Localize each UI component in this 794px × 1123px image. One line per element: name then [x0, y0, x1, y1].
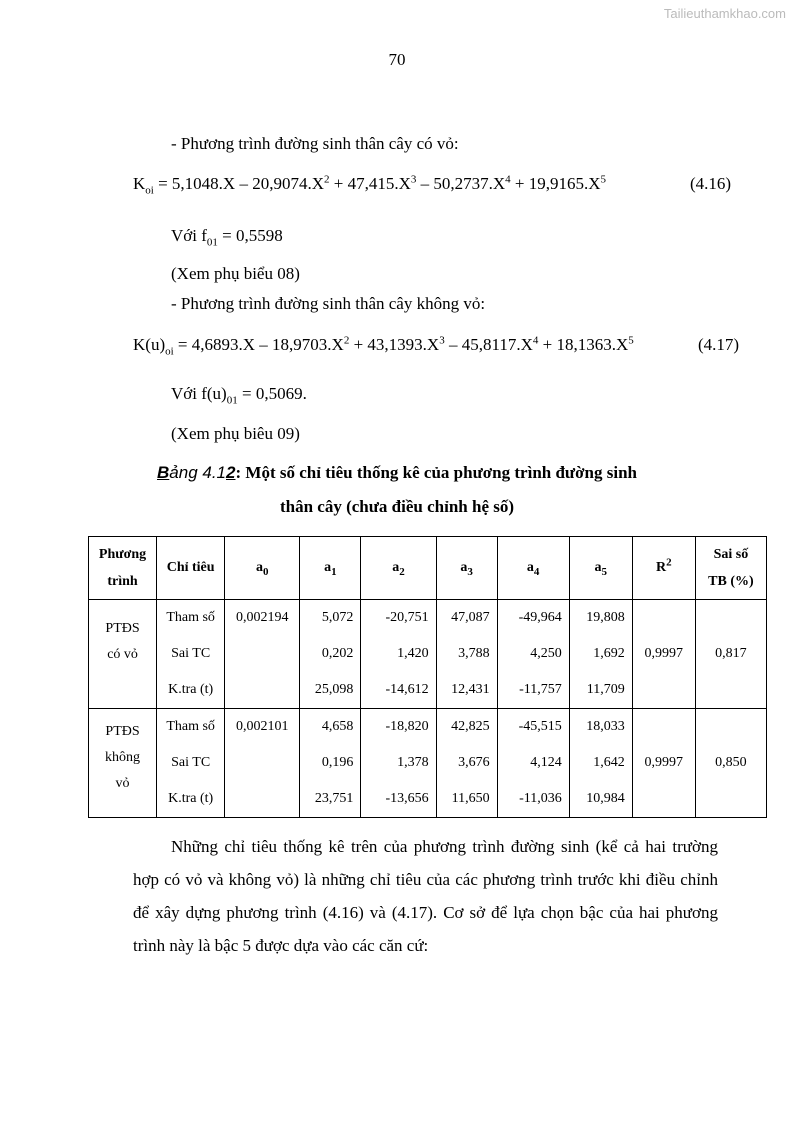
a2-values: -20,751 1,420 -14,612: [361, 600, 436, 709]
header-equation: Phương trình: [89, 537, 157, 600]
equation-number-4-16: (4.16): [690, 174, 732, 193]
a3-values: 42,825 3,676 11,650: [436, 709, 497, 818]
a1-values: 5,072 0,202 25,098: [300, 600, 361, 709]
a5-values: 18,033 1,642 10,984: [569, 709, 632, 818]
a4-values: -45,515 4,124 -11,036: [497, 709, 569, 818]
table-caption-line2: thân cây (chưa điều chỉnh hệ số): [279, 497, 515, 516]
header-a1: $a_1$: [300, 537, 361, 600]
header-r2: $R^2$: [632, 537, 695, 600]
a5-values: 19,808 1,692 11,709: [569, 600, 632, 709]
equation-number-4-17: (4.17): [698, 335, 740, 354]
watermark: Tailieuthamkhao.com: [663, 6, 786, 21]
a2-values: -18,820 1,378 -13,656: [361, 709, 436, 818]
header-a5: $a_5$: [569, 537, 632, 600]
table-caption-line1: Bảng 4.12: Một số chỉ tiêu thống kê của phương trình đường sinh: [157, 463, 637, 482]
header-metric: Chỉ tiêu: [157, 537, 225, 600]
error-value: 0,817: [695, 600, 766, 709]
header-error: Sai số TB (%): [695, 537, 766, 600]
table-row-without-bark: [89, 709, 767, 818]
equation-4-17: $K(u)_{oi} = 4,6893.X - 18,9703.X^2 + 43,1393.X^3 - 45,8117.X^4 + 18,1363.X^5$: [133, 334, 634, 358]
eq2-reference: (Xem phụ biêu 09): [171, 424, 300, 443]
error-value: 0,850: [695, 709, 766, 818]
a0-values: 0,002194: [225, 600, 300, 709]
eq1-condition: Với $f_{01} = 0,5598$: [171, 226, 283, 249]
table-label: Bảng 4.12: [157, 463, 236, 482]
header-a4: $a_4$: [497, 537, 569, 600]
a0-values: 0,002101: [225, 709, 300, 818]
table-header-row: [89, 537, 767, 600]
a1-values: 4,658 0,196 23,751: [300, 709, 361, 818]
group-name: PTĐS không vỏ: [89, 709, 157, 818]
r2-value: 0,9997: [632, 709, 695, 818]
eq2-intro: - Phương trình đường sinh thân cây không vỏ:: [171, 294, 486, 313]
header-a0: $a_0$: [225, 537, 300, 600]
a3-values: 47,087 3,788 12,431: [436, 600, 497, 709]
metric-names: Tham số Sai TC K.tra (t): [157, 600, 225, 709]
a4-values: -49,964 4,250 -11,757: [497, 600, 569, 709]
eq1-intro: - Phương trình đường sinh thân cây có vỏ:: [171, 134, 459, 153]
header-a3: $a_3$: [436, 537, 497, 600]
eq2-condition: Với $f(u)_{01} = 0,5069$.: [171, 384, 307, 407]
equation-4-16: $K_{oi} = 5,1048.X - 20,9074.X^2 + 47,415.X^3 - 50,2737.X^4 + 19,9165.X^5$: [133, 173, 607, 197]
metric-names: Tham số Sai TC K.tra (t): [157, 709, 225, 818]
r2-value: 0,9997: [632, 600, 695, 709]
header-a2: $a_2$: [361, 537, 436, 600]
page-number: 70: [388, 50, 406, 69]
statistics-table: [88, 536, 767, 818]
eq1-reference: (Xem phụ biểu 08): [171, 264, 300, 283]
body-paragraph: Những chỉ tiêu thống kê trên của phương trình đường sinh (kể cả hai trường hợp có vỏ và không vỏ) là những chỉ tiêu của các phương trình trước khi điều chỉnh để xây dựng phương trình (4.16) và (4.17). Cơ sở để lựa chọn bậc của hai phương trình này là bậc 5 được dựa vào các căn cứ:: [133, 837, 718, 955]
table-row-with-bark: [89, 600, 767, 709]
group-name: PTĐS có vỏ: [89, 600, 157, 709]
